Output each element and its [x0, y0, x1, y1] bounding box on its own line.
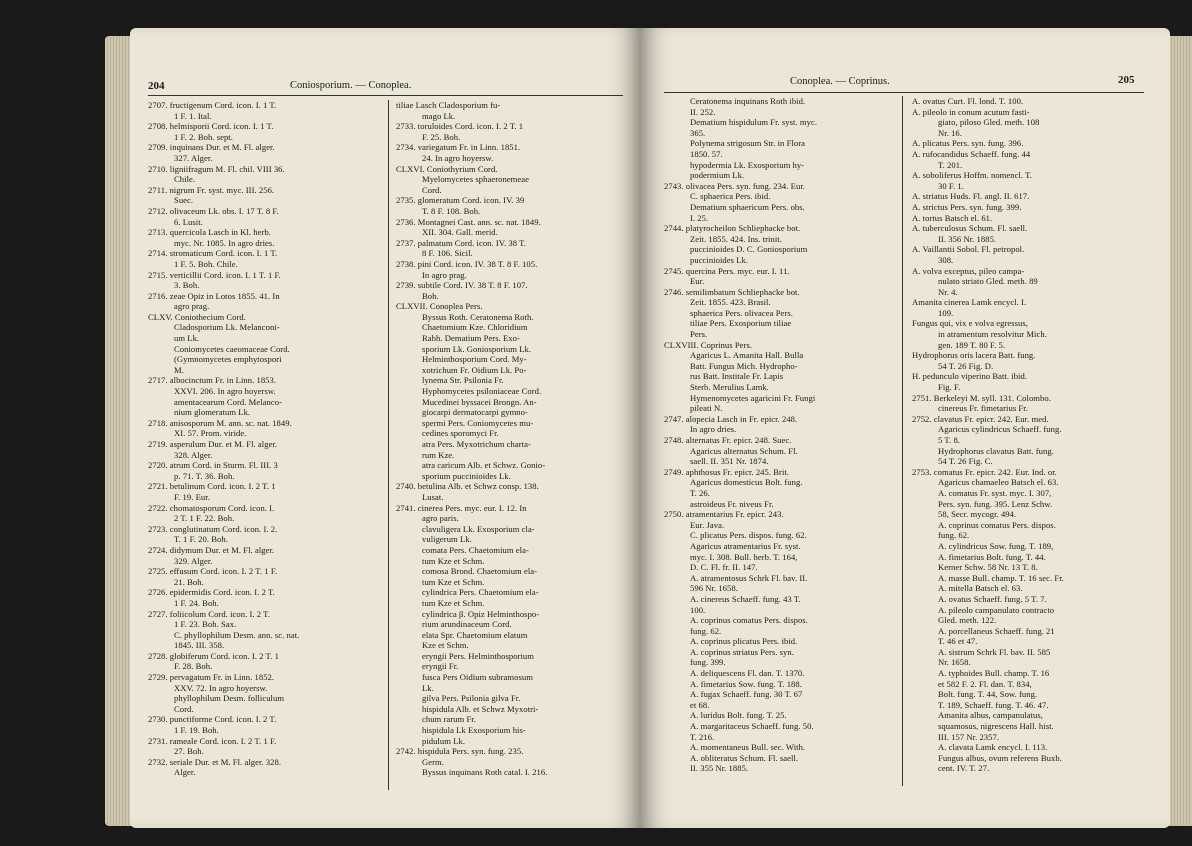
left-header-rule [148, 95, 623, 96]
text-line: 1845. III. 358. [174, 640, 225, 651]
text-line: astroideus Fr. niveus Fr. [690, 498, 774, 509]
text-line: in atramentum resolvitur Mich. [938, 329, 1047, 340]
text-line: 2738. pini Cord. icon. IV. 38 T. 8 F. 105. [396, 258, 538, 269]
text-line: Agaricus L. Amanita Hall. Bulla [690, 350, 804, 361]
text-line: spermi Pers. Coniomycetes mu- [422, 417, 534, 428]
text-line: 2740. betulina Alb. et Schwz consp. 138. [396, 481, 539, 492]
text-line: fusca Pers Oidium subramosum [422, 672, 533, 683]
text-line: 100. [690, 604, 706, 615]
text-line: XXVI. 206. In agro hoyersw. [174, 386, 276, 397]
text-line: 2748. alternatus Fr. epicr. 248. Suec. [664, 435, 792, 445]
text-line: myc. Nr. 1085. In agro dries. [174, 237, 275, 248]
text-line: 2751. Berkeleyi M. syll. 131. Colombo. [912, 392, 1051, 403]
text-line: CLXV. Coniothecium Cord. [148, 311, 246, 322]
text-line: 109. [938, 307, 954, 318]
text-line: A. porcellaneus Schaeff. fung. 21 [938, 625, 1055, 636]
text-line: A. coprinus plicatus Pers. ibid. [690, 636, 798, 647]
text-line: et 68. [690, 699, 710, 710]
text-line: Kerner Schw. 58 Nr. 13 T. 8. [938, 562, 1038, 573]
text-line: A. tortus Batsch el. 61. [912, 212, 993, 223]
text-line: 6. Lusit. [174, 216, 203, 227]
text-line: Chile. [174, 174, 196, 185]
text-line: rus Batt. Institale Fr. Lapis [690, 371, 784, 382]
right-column-1 [664, 96, 896, 774]
text-line: 2753. comatus Fr. epicr. 242. Eur. Ind. or. [912, 466, 1057, 477]
text-line: comosa Brond. Chaetomium ela- [422, 566, 538, 577]
text-line: 2732. seriale Dur. et M. Fl. alger. 328. [148, 756, 282, 767]
text-line: XI. 57. Prom. viride. [174, 428, 247, 439]
text-line: Byssus inquinans Roth catal. I. 216. [422, 767, 548, 778]
text-line: Nr. 16. [938, 127, 962, 138]
text-line: puccinioides D. C. Goniosporium [690, 244, 808, 255]
text-line: 328. Alger. [174, 449, 213, 460]
left-page [130, 28, 640, 828]
text-line: 1850. 57. [690, 148, 723, 159]
text-line: Fungus albus, ovum referens Buxb. [938, 752, 1062, 763]
left-page-number: 204 [148, 80, 165, 92]
text-line: eryngii Pers. Helminthosporium [422, 650, 535, 661]
text-line: 2715. verticillii Cord. icon. I. 1 T. 1 F. [148, 269, 281, 280]
text-line: Nr. 1658. [938, 657, 971, 668]
text-line: T. 46 et 47. [938, 636, 978, 647]
text-line: Cladosporium Lk. Melanconi- [174, 322, 280, 333]
text-line: 24. In agro hoyersw. [422, 152, 494, 163]
text-line: A. soboliferus Hoffm. nomencl. T. [912, 170, 1033, 181]
text-line: II. 252. [690, 106, 716, 117]
text-line: H. pedunculo viperino Batt. ibid. [912, 371, 1028, 382]
text-line: fung. 399. [690, 657, 726, 668]
text-line: 2713. quercicola Lasch in Kl. herb. [148, 227, 271, 238]
text-line: sporium puccinioides Lk. [422, 470, 511, 481]
text-line: giato, piloso Gled. meth. 108 [938, 117, 1040, 128]
text-line: um Lk. [174, 333, 200, 344]
text-line: hypodermia Lk. Exosporium hy- [690, 159, 805, 170]
text-line: tiliae Lasch Cladosporium fu- [396, 100, 501, 110]
text-line: Eur. Java. [690, 519, 725, 530]
text-line: Hydrophorus oris lacera Batt. fung. [912, 350, 1036, 361]
text-line: rium arundinaceum Cord. [422, 619, 512, 630]
text-line: 27. Boh. [174, 746, 204, 757]
text-line: Boh. [422, 290, 439, 301]
text-line: 2735. glomeratum Cord. icon. IV. 39 [396, 195, 525, 206]
right-column-2 [912, 96, 1150, 774]
text-line: C. phyllophilum Desm. ann. sc. nat. [174, 629, 300, 640]
text-line: A. strictus Pers. syn. fung. 399. [912, 201, 1022, 212]
text-line: 2725. effusum Cord. icon. I. 2 T. 1 F. [148, 566, 278, 577]
text-line: phyllophilum Desm. folliculum [174, 693, 285, 704]
text-line: F. 25. Boh. [422, 131, 461, 142]
text-line: 2710. ligniifragum M. Fl. chil. VIII 36. [148, 163, 285, 174]
text-line: Byssus Roth. Ceratonema Roth. [422, 311, 534, 322]
text-line: 2745. quercina Pers. myc. eur. I. 11. [664, 265, 790, 276]
text-line: A. fugax Schaeff. fung. 30 T. 67 [690, 689, 803, 700]
text-line: 596 Nr. 1658. [690, 583, 738, 594]
right-running-head: Conoplea. — Coprinus. [790, 76, 890, 87]
text-line: A. deliquescens Fl. dan. T. 1370. [690, 668, 805, 679]
text-line: agro paris. [422, 513, 459, 524]
open-book [50, 28, 1160, 828]
text-line: atra Pers. Myxotrichum charta- [422, 439, 531, 449]
text-line: 327. Alger. [174, 152, 213, 163]
text-line: C. plicatus Pers. dispos. fung. 62. [690, 530, 807, 541]
text-line: A. clavata Lamk encycl. I. 113. [938, 742, 1048, 753]
text-line: vuligerum Lk. [422, 534, 472, 545]
text-line: Helminthosporium Cord. My- [422, 354, 527, 365]
text-line: squamosus, nigrescens Hall. hist. [938, 721, 1054, 732]
text-line: chum rarum Fr. [422, 714, 476, 725]
text-line: 2750. atramentarius Fr. epicr. 243. [664, 509, 784, 520]
text-line: cent. IV. T. 27. [938, 763, 990, 774]
text-line: Zeit. 1855. 424. Ins. trinit. [690, 233, 782, 244]
right-page [640, 28, 1170, 828]
left-column-1 [148, 100, 380, 778]
text-line: eryngii Fr. [422, 661, 459, 672]
text-line: 54 T. 26 Fig. C. [938, 456, 993, 467]
text-line: Bolt. fung. T. 44, Sow. fung. [938, 689, 1038, 700]
text-line: A. momentaneus Bull. sec. With. [690, 742, 806, 753]
text-line: A. fimetarius Bolt. fung. T. 44. [938, 551, 1046, 562]
text-line: A. coprinus comatus Pers. dispos. [690, 615, 808, 626]
text-line: A. striatus Huds. Fl. angl. II. 617. [912, 191, 1030, 202]
text-line: M. [174, 364, 184, 375]
text-line: 2729. pervagatum Fr. in Linn. 1852. [148, 672, 275, 683]
text-line: A. Vaillantii Sobol. Fl. petropol. [912, 244, 1025, 255]
text-line: 1 F. 2. Boh. sept. [174, 131, 233, 142]
text-line: Sterb. Merulius Lamk. [690, 382, 769, 393]
text-line: 2712. olivaceum Lk. obs. I. 17 T. 8 F. [148, 205, 279, 216]
text-line: mago Lk. [422, 110, 456, 121]
left-running-head: Coniosporium. — Conoplea. [290, 80, 412, 91]
text-line: 2723. conglutinatum Cord. icon. I. 2. [148, 523, 278, 534]
text-line: et 582 F. 2. Fl. dan. T. 834, [938, 678, 1032, 689]
text-line: Agaricus chamaeleo Batsch el. 63. [938, 477, 1059, 488]
text-line: 1 F. 5. Boh. Chile. [174, 258, 238, 269]
text-line: 2720. atrum Cord. in Sturm. Fl. III. 3 [148, 460, 278, 471]
text-line: A. mitella Batsch el. 63. [938, 583, 1023, 594]
text-line: 2731. rameale Cord. icon. I. 2 T. 1 F. [148, 735, 277, 746]
text-line: 1 F. 23. Boh. Sax. [174, 619, 237, 630]
text-line: 54 T. 26 Fig. D. [938, 360, 994, 371]
text-line: Suec. [174, 195, 194, 206]
text-line: xotrichum Fr. Oidium Lk. Po- [422, 364, 527, 375]
text-line: A. ovatus Curt. Fl. lond. T. 100. [912, 96, 1024, 106]
text-line: giocarpi dermatocarpi gymno- [422, 407, 528, 418]
text-line: Lusat. [422, 491, 444, 502]
text-line: 2718. anisosporum M. ann. sc. nat. 1849. [148, 417, 292, 428]
text-line: A. luridus Bolt. fung. T. 25. [690, 710, 787, 721]
left-column-2 [396, 100, 628, 778]
text-line: A. pileolo in conum acutum fasti- [912, 106, 1030, 117]
text-line: 8 F. 106. Sicil. [422, 248, 473, 259]
text-line: 2721. betulinum Cord. icon. I. 2 T. 1 [148, 481, 276, 492]
text-line: tiliae Pers. Exosporium tiliae [690, 318, 792, 329]
text-line: Fungus qui, vix e volva egressus, [912, 318, 1028, 329]
text-line: (Gymnomycetes emphytospori [174, 354, 282, 365]
text-line: podermium Lk. [690, 170, 745, 181]
text-line: T. 26. [690, 487, 710, 498]
text-line: D. C. Fl. fr. II. 147. [690, 562, 758, 573]
left-column-divider [388, 100, 389, 790]
text-line: 21. Boh. [174, 576, 204, 587]
text-line: A. coprinus comatus Pers. dispos. [938, 519, 1056, 530]
text-line: A. obliteratus Schum. Fl. saell. [690, 752, 799, 763]
text-line: Agaricus atramentarius Fr. syst. [690, 540, 801, 551]
text-line: hispidula Alb. et Schwz Myxotri- [422, 703, 539, 714]
text-line: pileati N. [690, 403, 723, 414]
text-line: Cord. [422, 184, 442, 195]
text-line: gen. 189 T. 80 F. 5. [938, 339, 1006, 350]
text-line: CLXVII. Conoplea Pers. [396, 301, 483, 312]
text-line: C. sphaerica Pers. ibid. [690, 191, 771, 202]
text-line: 2744. platyrocheilon Schliephacke bot. [664, 223, 801, 234]
text-line: 2733. toruloides Cord. icon. I. 2 T. 1 [396, 121, 524, 132]
text-line: Hydrophorus clavatus Batt. fung. [938, 445, 1054, 456]
right-header-rule [664, 92, 1144, 93]
text-line: Agaricus domesticus Bolt. fung. [690, 477, 803, 488]
text-line: Rabh. Dematium Pers. Exo- [422, 333, 520, 344]
text-line: 2724. didymum Dur. et M. Fl. alger. [148, 544, 275, 555]
text-line: 2708. helmisporii Cord. icon. I. 1 T. [148, 121, 274, 132]
text-line: elata Spr. Chaetomium elatum [422, 629, 528, 640]
text-line: T. 216. [690, 731, 715, 742]
text-line: T. 201. [938, 159, 963, 170]
text-line: 2714. stromaticum Cord. icon. I. 1 T. [148, 248, 278, 259]
right-column-divider [902, 96, 903, 786]
text-line: Polynema strigosum Str. in Flora [690, 138, 805, 149]
text-line: Germ. [422, 756, 444, 767]
text-line: 365. [690, 127, 706, 138]
text-line: 2716. zeae Opiz in Lotos 1855. 41. In [148, 290, 280, 301]
text-line: T. 1 F. 20. Boh. [174, 534, 228, 545]
text-line: Hyphomycetes psiloniaceae Cord. [422, 386, 542, 397]
text-line: III. 157 Nr. 2357. [938, 731, 1000, 742]
text-line: XII. 304. Gall. merid. [422, 227, 498, 238]
text-line: hispidula Lk Exosporium his- [422, 725, 526, 736]
text-line: cylindrica Pers. Chaetomium ela- [422, 587, 539, 598]
text-line: Amanita cinerea Lamk encycl. I. [912, 297, 1027, 308]
text-line: A. masse Bull. champ. T. 16 sec. Fr. [938, 572, 1064, 583]
text-line: saell. II. 351 Nr. 1874. [690, 456, 769, 467]
text-line: lynema Str. Psilonia Fr. [422, 375, 504, 386]
text-line: 3. Boh. [174, 280, 200, 291]
text-line: 2727. foliicolum Cord. icon. I. 2 T. [148, 608, 271, 619]
text-line: fung. 62. [690, 625, 722, 636]
text-line: A. tuberculosus Schum. Fl. saell. [912, 223, 1028, 234]
text-line: A. ovatus Schaeff. fung. 5 T. 7. [938, 593, 1047, 604]
text-line: In agro prag. [422, 269, 467, 280]
text-line: Dematium hispidulum Fr. syst. myc. [690, 117, 818, 128]
text-line: 58, Secr. mycogr. 494. [938, 509, 1017, 520]
text-line: 2709. inquinans Dur. et M. Fl. alger. [148, 142, 275, 153]
text-line: A. cylindricus Sow. fung. T. 189, [938, 540, 1054, 551]
text-line: myc. I. 308. Bull. herb. T. 164, [690, 551, 798, 562]
text-line: Dematium sphaericum Pers. obs. [690, 201, 805, 212]
text-line: Mucedinei byssacei Brongn. An- [422, 396, 537, 407]
text-line: A. comatus Fr. syst. myc. I. 307, [938, 487, 1052, 498]
text-line: Myelomycetes sphaeronemeae [422, 174, 530, 185]
text-line: Cord. [174, 703, 194, 714]
text-line: 2741. cinerea Pers. myc. eur. I. 12. In [396, 502, 527, 513]
text-line: A. volva exceptus, pileo campa- [912, 265, 1025, 276]
text-line: 2711. nigrum Fr. syst. myc. III. 256. [148, 184, 275, 195]
text-line: I. 25. [690, 212, 709, 223]
text-line: 2737. palmatum Cord. icon. IV. 38 T. [396, 237, 526, 248]
text-line: Zeit. 1855. 423. Brasil. [690, 297, 771, 308]
text-line: 2707. fructigenum Cord. icon. I. 1 T. [148, 100, 277, 110]
text-line: Agaricus cylindricus Schaeff. fung. [938, 424, 1062, 435]
text-line: comata Pers. Chaetomium ela- [422, 544, 529, 555]
text-line: CLXVIII. Coprinus Pers. [664, 339, 753, 350]
text-line: Nr. 4. [938, 286, 958, 297]
text-line: Fig. F. [938, 382, 961, 393]
text-line: 2743. olivacea Pers. syn. fung. 234. Eur. [664, 180, 805, 191]
text-line: 1 F. 19. Boh. [174, 725, 219, 736]
text-line: A. fimetarius Sow. fung. T. 188. [690, 678, 802, 689]
text-line: 30 F. 1. [938, 180, 964, 191]
text-line: 2 T. 1 F. 22. Boh. [174, 513, 235, 524]
text-line: sporium Lk. Goniosporium Lk. [422, 343, 532, 354]
text-line: Kze et Schm. [422, 640, 469, 651]
text-line: A. pileolo campanulato contracto [938, 604, 1055, 615]
text-line: F. 28. Boh. [174, 661, 213, 672]
text-line: Hymenomycetes agaricini Fr. Fungi [690, 392, 816, 403]
text-line: nium glomeratum Lk. [174, 407, 251, 418]
text-line: Agaricus alternatus Schum. Fl. [690, 445, 798, 456]
text-line: A. sistrum Schrk Fl. bav. II. 585 [938, 646, 1051, 657]
text-line: Pers. [690, 329, 708, 340]
text-line: A. margaritaceus Schaeff. fung. 50. [690, 721, 814, 732]
text-line: fung. 62. [938, 530, 970, 541]
text-line: In agro dries. [690, 424, 737, 435]
text-line: 2736. Montagnei Cast. ann. sc. nat. 1849. [396, 216, 541, 227]
text-line: II. 356 Nr. 1885. [938, 233, 997, 244]
text-line: 2742. hispidula Pers. syn. fung. 235. [396, 746, 524, 757]
text-line: pidulum Lk. [422, 735, 466, 746]
text-line: 2726. epidermidis Cord. icon. I. 2 T. [148, 587, 275, 598]
text-line: Chaetomium Kze. Chloridium [422, 322, 528, 333]
text-line: cinereus Fr. fimetarius Fr. [938, 403, 1028, 414]
text-line: A. plicatus Pers. syn. fung. 396. [912, 138, 1024, 149]
text-line: CLXVI. Coniothyrium Cord. [396, 163, 498, 174]
text-line: tum Kze et Schm. [422, 555, 485, 566]
text-line: 2752. clavatus Fr. epicr. 242. Eur. med. [912, 413, 1049, 424]
text-line: Coniomycetes caeomaceae Cord. [174, 343, 290, 354]
text-line: amentacearum Cord. Melanco- [174, 396, 283, 407]
text-line: A. typhoides Bull. champ. T. 16 [938, 668, 1050, 679]
text-line: 2722. chomatosporum Cord. icon. I. [148, 502, 275, 513]
text-line: clavuligera Lk. Exosporium cla- [422, 523, 535, 534]
text-line: Alger. [174, 767, 196, 778]
text-line: sphaerica Pers. olivacea Pers. [690, 307, 793, 318]
text-line: T. 189, Schaeff. fung. T. 46. 47. [938, 699, 1049, 710]
text-line: 5 T. 8. [938, 435, 960, 445]
text-line: F. 19. Eur. [174, 491, 210, 502]
text-line: 2747. alopecia Lasch in Fr. epicr. 248. [664, 413, 798, 424]
text-line: atra caricum Alb. et Schwz. Gonio- [422, 460, 546, 471]
text-line: 2746. semilimbatum Schliephacke bot. [664, 286, 800, 297]
text-line: Pers. syn. fung. 395. Lenz Schw. [938, 498, 1053, 509]
text-line: 2749. aphthosus Fr. epicr. 245. Brit. [664, 466, 790, 477]
text-line: 2719. asperulum Dur. et M. Fl. alger. [148, 439, 278, 449]
text-line: Eur. [690, 276, 705, 287]
text-line: XXV. 72. In agro hoyersw. [174, 682, 268, 693]
text-line: gilva Pers. Psilonia gilva Fr. [422, 693, 521, 704]
text-line: rum Kze. [422, 449, 455, 460]
text-line: 2717. albocinctum Fr. in Linn. 1853. [148, 375, 277, 386]
text-line: Gled. meth. 122. [938, 615, 997, 626]
text-line: 2728. globiferum Cord. icon. I. 2 T. 1 [148, 650, 279, 661]
text-line: Lk. [422, 682, 434, 693]
text-line: 308. [938, 254, 954, 265]
text-line: puccinioides Lk. [690, 254, 749, 265]
text-line: nulato striato Gled. meth. 89 [938, 276, 1038, 287]
text-line: T. 8 F. 108. Boh. [422, 205, 481, 216]
text-line: A. cinereus Schaeff. fung. 43 T. [690, 593, 801, 604]
text-line: 1 F. 1. Ital. [174, 110, 212, 121]
text-line: Ceratonema inquinans Roth ibid. [690, 96, 806, 106]
text-line: p. 71. T. 36. Boh. [174, 470, 235, 481]
text-line: A. coprinus striatus Pers. syn. [690, 646, 794, 657]
text-line: 1 F. 24. Boh. [174, 597, 219, 608]
text-line: 2730. punctiforme Cord. icon. I. 2 T. [148, 714, 277, 725]
text-line: A. rufocandidus Schaeff. fung. 44 [912, 148, 1031, 159]
text-line: cylindrica β. Opiz Helminthospo- [422, 608, 540, 619]
text-line: cedines sporomyci Fr. [422, 428, 499, 439]
text-line: Batt. Fungus Mich. Hydropho- [690, 360, 798, 371]
text-line: 2734. variegatum Fr. in Linn. 1851. [396, 142, 521, 153]
text-line: Amanita albus, campanulatus, [938, 710, 1043, 721]
text-line: tum Kze et Schm. [422, 576, 485, 587]
text-line: 2739. subtile Cord. IV. 38 T. 8 F. 107. [396, 280, 528, 291]
text-line: tum Kze et Schm. [422, 597, 485, 608]
text-line: 329. Alger. [174, 555, 213, 566]
right-page-number: 205 [1118, 74, 1135, 86]
text-line: agro prag. [174, 301, 210, 312]
text-line: A. atramentosus Schrk Fl. bav. II. [690, 572, 808, 583]
text-line: II. 355 Nr. 1885. [690, 763, 749, 774]
